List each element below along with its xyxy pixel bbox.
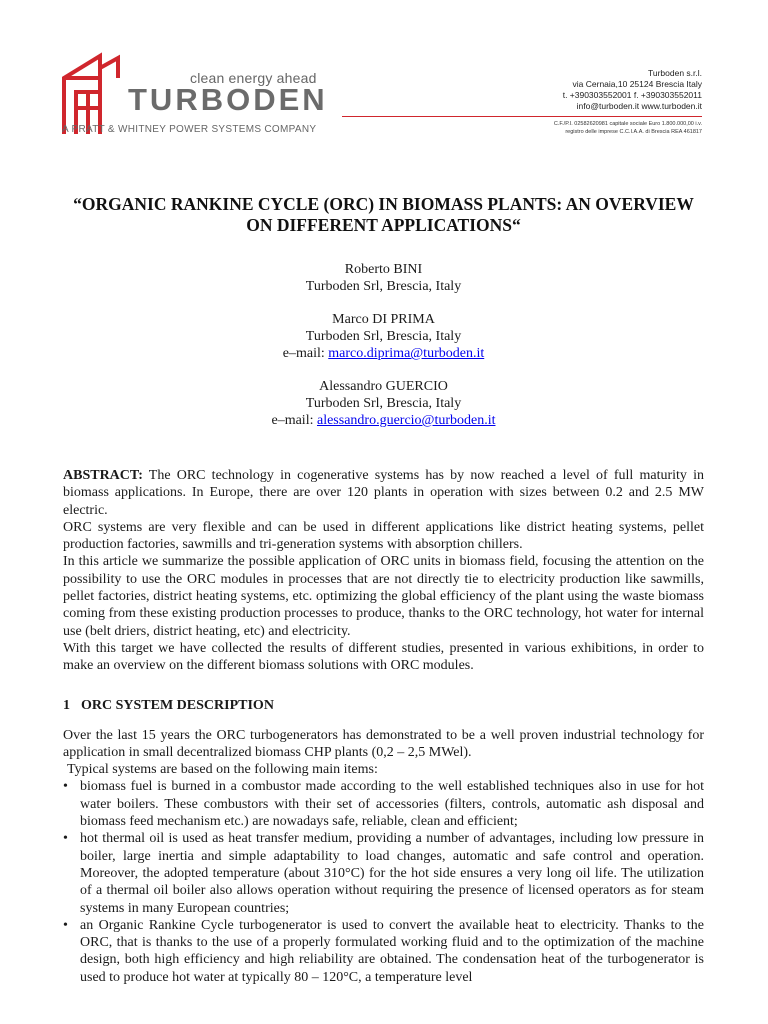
abstract-label: ABSTRACT: xyxy=(63,468,143,483)
author-block xyxy=(63,311,704,362)
author-name: Marco DI PRIMA xyxy=(332,312,435,327)
bullet-icon: • xyxy=(63,831,68,847)
author-block xyxy=(63,378,704,429)
author-affiliation: Turboden Srl, Brescia, Italy xyxy=(305,279,462,294)
registry-line: C.F./P.I. 02582620981 capitale sociale Euro 1.800.000,00 i.v. xyxy=(553,121,702,127)
list-item xyxy=(63,917,704,986)
list-item-text: hot thermal oil is used as heat transfer medium, providing a number of advantages, including low pressure in boiler, large inertia and simple adaptability to load changes, automatic and safe control and operation. Moreover, the adopted temperature (about 310°C) for the hot side ensures a very long oil life. The utilization of a thermal oil boiler also allows operation without requiring the presence of licensed operators as for steam systems in many European countries; xyxy=(80,831,704,916)
author-affiliation: Turboden Srl, Brescia, Italy xyxy=(305,396,462,411)
author-block xyxy=(63,261,704,295)
brand-subtitle: A PRATT & WHITNEY POWER SYSTEMS COMPANY xyxy=(62,124,317,135)
author-name: Roberto BINI xyxy=(344,262,423,277)
list-item xyxy=(63,778,704,830)
author-email-link[interactable]: marco.diprima@turboden.it xyxy=(328,346,485,361)
email-label: e–mail: xyxy=(271,413,317,428)
author-list xyxy=(63,261,704,429)
list-item-text: an Organic Rankine Cycle turbogenerator is used to convert the available heat to electricity. Thanks to the ORC, that is thanks to the use of a properly formulated working fluid and to the optimization of the machine design, both high efficiency and high reliability are obtained. The condensation heat of the turbogenerator is used to produce hot water at typically 80 – 120°C, a temperature level xyxy=(80,917,704,985)
brand-tagline: clean energy ahead xyxy=(190,70,317,86)
paper-title: “ORGANIC RANKINE CYCLE (ORC) IN BIOMASS PLANTS: AN OVERVIEW ON DIFFERENT APPLICATIONS“ xyxy=(73,194,694,235)
company-line: info@turboden.it www.turboden.it xyxy=(576,101,702,111)
abstract-paragraph: In this article we summarize the possible application of ORC units in biomass field, focusing the attention on the possibility to use the ORC modules in processes that are not directly tie to electricity production like sawmills, pellet factories, district heating systems, etc. optimizing the global efficiency of the plant using the waste biomass coming from these existing production processes to produce, thanks to the ORC technology, hot water for internal use (belt driers, district heating, etc) and electricity. xyxy=(63,554,704,639)
letterhead xyxy=(0,0,768,150)
bullet-icon: • xyxy=(63,917,68,933)
author-name: Alessandro GUERCIO xyxy=(319,379,448,394)
list-item xyxy=(63,830,704,916)
section-number: 1 xyxy=(63,697,70,713)
author-affiliation: Turboden Srl, Brescia, Italy xyxy=(305,329,462,344)
abstract-paragraph: With this target we have collected the results of different studies, presented in various exhibitions, in order to make an overview on the different biomass solutions with ORC modules. xyxy=(63,640,704,674)
list-item-text: biomass fuel is burned in a combustor made according to the well established techniques also in use for hot water boilers. These combustors with their set of accessories (filters, controls, automatic ash disposal and biomass feed mechanism etc.) are nowadays safe, reliable, clean and efficient; xyxy=(80,779,704,830)
abstract-paragraph: ORC systems are very flexible and can be used in different applications like district heating systems, pellet production factories, sawmills and tri-generation systems with absorption chillers. xyxy=(63,519,704,553)
author-email-line xyxy=(63,345,704,362)
header-divider xyxy=(342,116,702,117)
company-registry xyxy=(554,120,702,136)
company-line: t. +390303552001 f. +390303552011 xyxy=(562,90,702,100)
section-body xyxy=(63,727,704,986)
body-paragraph: Typical systems are based on the following main items: xyxy=(67,762,378,778)
author-email-line xyxy=(63,412,704,429)
body-paragraph: Over the last 15 years the ORC turbogenerators has demonstrated to be a well proven industrial technology for application in small decentralized biomass CHP plants (0,2 – 2,5 MWel). xyxy=(63,727,704,760)
paper-body xyxy=(63,194,704,986)
abstract xyxy=(63,467,704,675)
bullet-list xyxy=(63,778,704,986)
section-heading xyxy=(63,697,704,714)
email-label: e–mail: xyxy=(282,346,329,361)
brand-name: TURBODEN xyxy=(128,82,328,117)
abstract-text: The ORC technology in cogenerative systems has by now reached a level of full maturity in biomass applications. In Europe, there are over 120 plants in operation with sizes between 0.2 and 2.5 MW electric. xyxy=(63,468,704,518)
section-title: ORC SYSTEM DESCRIPTION xyxy=(81,697,274,713)
company-line: Turboden s.r.l. xyxy=(647,68,702,78)
abstract-paragraph xyxy=(63,467,704,519)
company-address xyxy=(563,68,702,112)
company-line: via Cernaia,10 25124 Brescia Italy xyxy=(572,79,702,89)
author-email-link[interactable]: alessandro.guercio@turboden.it xyxy=(316,413,496,428)
bullet-icon: • xyxy=(63,779,68,795)
registry-line: registro delle imprese C.C.I.A.A. di Brescia REA 461817 xyxy=(565,129,702,135)
